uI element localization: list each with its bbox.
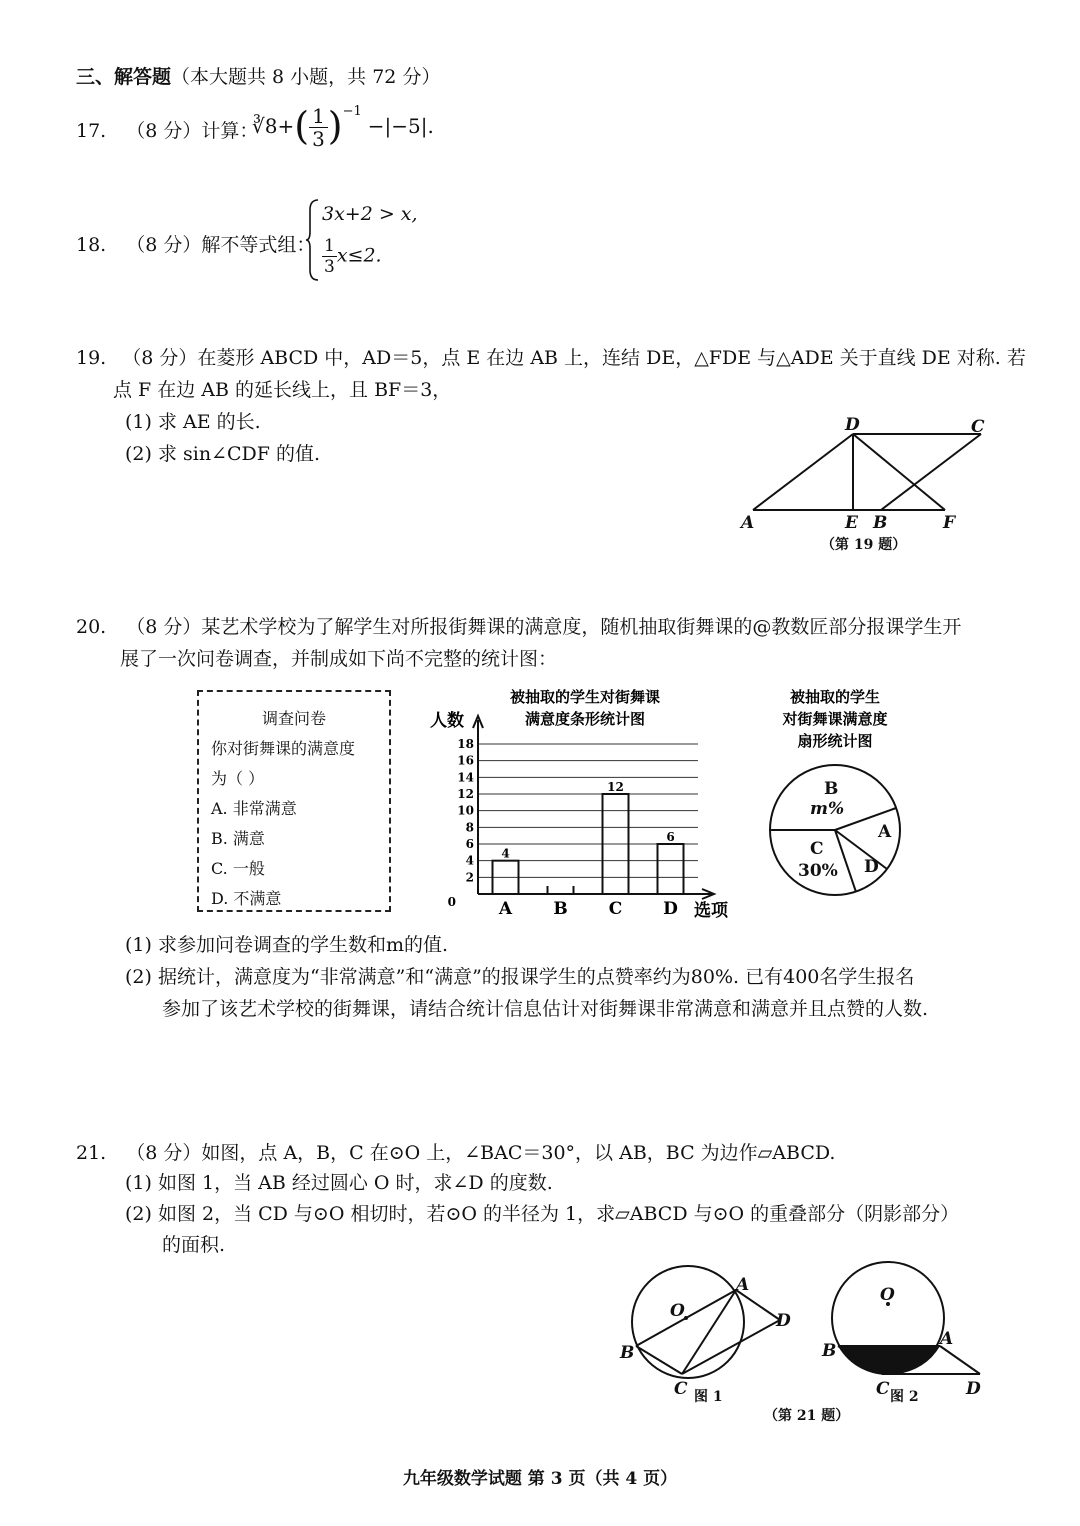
- q18-score: （8 分）: [126, 234, 202, 256]
- bar-ytick-label: 0: [447, 895, 456, 909]
- bar-chart-xlabel: 选项: [694, 901, 728, 921]
- survey-option-c: C. 一般: [211, 859, 265, 878]
- pie-chart-title-2: 对街舞课满意度: [782, 710, 888, 728]
- q17-plus: +: [277, 114, 295, 138]
- q21-shaded-region: [838, 1346, 940, 1375]
- q21-fig1-label-a: A: [736, 1275, 750, 1295]
- q18-inequality-2: [322, 236, 382, 277]
- survey-option-a: A. 非常满意: [211, 799, 297, 818]
- survey-question: 你对街舞课的满意度: [211, 739, 356, 758]
- q19-sub2: (2) 求 sin∠CDF 的值.: [125, 443, 321, 465]
- question-20: [76, 612, 961, 639]
- pie-label-c: C: [810, 839, 824, 859]
- bar-chart-ylabel: 人数: [430, 711, 464, 731]
- question-18: [76, 230, 315, 257]
- q21-fig2-label-c: C: [876, 1379, 890, 1399]
- q20-number: 20.: [76, 616, 107, 638]
- q20-sub1: (1) 求参加问卷调查的学生数和m的值.: [125, 934, 449, 956]
- survey-option-d: D. 不满意: [211, 889, 282, 908]
- q20-sub2a: (2) 据统计，满意度为“非常满意”和“满意”的报课学生的点赞率约为80%. 已有400名学生报名: [125, 966, 915, 988]
- q21-caption: （第 21 题）: [764, 1408, 850, 1424]
- bar-ytick-label: 8: [465, 820, 474, 835]
- pie-chart-title-1: 被抽取的学生: [789, 688, 881, 706]
- bar-ytick-label: 18: [457, 737, 474, 751]
- q17-root: ∛8: [252, 114, 278, 138]
- bar-ytick-label: 14: [457, 770, 474, 785]
- pie-chart: [760, 682, 910, 907]
- q17-frac-den: 3: [312, 127, 325, 151]
- q21-fig2-label-d: D: [966, 1379, 981, 1399]
- q18-brace: [306, 198, 320, 282]
- q19-label-a: A: [741, 513, 755, 533]
- q21-figures: [610, 1260, 1010, 1430]
- bar-data-label: 4: [501, 846, 510, 861]
- section-title: 三、解答题: [76, 66, 172, 88]
- q21-fig1-label-c: C: [674, 1379, 688, 1399]
- question-19: [76, 343, 1026, 370]
- bar-ytick-label: 4: [465, 853, 474, 868]
- q19-label-d: D: [845, 415, 860, 435]
- q21-fig1-label-o: O: [670, 1301, 685, 1321]
- q19-score: （8 分）: [122, 347, 198, 369]
- q21-fig1-caption: 图 1: [694, 1389, 723, 1405]
- section-header: [76, 62, 440, 89]
- q21-figure-2: [821, 1262, 981, 1405]
- q17-score: （8 分）: [126, 120, 202, 142]
- bar-category-label: B: [553, 899, 568, 919]
- pie-divider-dc: [835, 830, 856, 892]
- q17-text: 计算：: [201, 120, 259, 142]
- question-17: [76, 116, 258, 143]
- bar-D: [658, 844, 684, 894]
- q19-number: 19.: [76, 347, 107, 369]
- q20-score: （8 分）: [126, 616, 202, 638]
- bar-category-label: D: [663, 899, 678, 919]
- q20-sub2b: 参加了该艺术学校的街舞课，请结合统计信息估计对街舞课非常满意和满意并且点赞的人数.: [162, 998, 929, 1020]
- q21-fig1-label-d: D: [776, 1311, 791, 1331]
- bar-data-label: 12: [607, 780, 624, 794]
- pie-chart-title-3: 扇形统计图: [797, 732, 873, 750]
- q18-text: 解不等式组：: [201, 234, 316, 256]
- q21-fig1-label-b: B: [620, 1343, 635, 1363]
- q21-sub2a: (2) 如图 2，当 CD 与⊙O 相切时，若⊙O 的半径为 1，求▱ABCD 与⊙O 的重叠部分（阴影部分）: [125, 1203, 960, 1225]
- q18-frac-den: 3: [324, 257, 335, 277]
- bar-ytick-label: 12: [457, 787, 474, 801]
- q21-sub2b: 的面积.: [162, 1234, 226, 1256]
- q21-fig2-label-a: A: [940, 1329, 954, 1349]
- pie-label-a: A: [878, 822, 892, 842]
- q17-frac-num: 1: [309, 105, 328, 128]
- pie-value-c: 30%: [798, 861, 838, 881]
- bar-ytick-label: 16: [457, 753, 474, 768]
- survey-option-b: B. 满意: [211, 829, 265, 848]
- q21-line1: 如图，点 A，B，C 在⊙O 上，∠BAC＝30°，以 AB，BC 为边作▱ABCD.: [201, 1142, 836, 1164]
- bar-ytick-label: 6: [465, 837, 474, 851]
- q21-fig2-label-b: B: [822, 1341, 837, 1361]
- q21-fig2-label-o: O: [880, 1285, 895, 1305]
- q19-line2: 点 F 在边 AB 的延长线上，且 BF＝3，: [113, 379, 452, 401]
- bar-category-label: C: [608, 899, 623, 919]
- pie-value-b: m%: [810, 799, 845, 819]
- q19-caption: （第 19 题）: [821, 537, 907, 553]
- q19-label-b: B: [873, 513, 888, 533]
- q18-ineq2-tail: x≤2.: [336, 244, 382, 267]
- q19-label-f: F: [943, 513, 956, 533]
- q17-expression: ∛8+( $\frac{1}{3}$ )$^{-1}$−|−5|.: [252, 104, 434, 151]
- q17-number: 17.: [76, 120, 107, 142]
- question-21: [76, 1138, 835, 1165]
- bar-category-label: A: [498, 899, 513, 919]
- q19-label-c: C: [971, 417, 985, 437]
- q18-inequality-1: 3x+2 > x,: [322, 203, 418, 225]
- bar-ytick-label: 10: [457, 803, 474, 818]
- bar-chart: [420, 682, 750, 922]
- q21-figure-1: [619, 1266, 791, 1405]
- q18-frac-num: 1: [324, 236, 335, 256]
- q19-sub1: (1) 求 AE 的长.: [125, 411, 261, 433]
- bar-ytick-label: 2: [465, 870, 474, 885]
- q19-figure: [735, 410, 995, 560]
- bar-chart-title-1: 被抽取的学生对街舞课: [509, 688, 661, 706]
- survey-question-2: 为（ ）: [211, 769, 265, 788]
- q20-line1: 某艺术学校为了解学生对所报街舞课的满意度，随机抽取街舞课的@教数匠部分报课学生开: [201, 616, 962, 638]
- q19-label-e: E: [845, 513, 858, 533]
- q17-exponent: −1: [342, 104, 362, 119]
- pie-label-d: D: [864, 857, 879, 877]
- bar-chart-title-2: 满意度条形统计图: [524, 710, 646, 728]
- bar-data-label: 6: [666, 830, 675, 844]
- q21-number: 21.: [76, 1142, 107, 1164]
- q21-score: （8 分）: [126, 1142, 202, 1164]
- page-footer: 九年级数学试题 第 3 页（共 4 页）: [402, 1469, 678, 1489]
- q20-line2: 展了一次问卷调查，并制成如下尚不完整的统计图：: [120, 648, 558, 670]
- pie-label-b: B: [824, 779, 839, 799]
- q21-fig2-caption: 图 2: [890, 1389, 919, 1405]
- q18-number: 18.: [76, 234, 107, 256]
- section-note: （本大题共 8 小题，共 72 分）: [171, 66, 441, 88]
- q21-sub1: (1) 如图 1，当 AB 经过圆心 O 时，求∠D 的度数.: [125, 1172, 553, 1194]
- q19-line1: 在菱形 ABCD 中，AD＝5，点 E 在边 AB 上，连结 DE，△FDE 与△ADE 关于直线 DE 对称. 若: [197, 347, 1026, 369]
- survey-box: [197, 690, 391, 912]
- q17-tail: −|−5|.: [367, 114, 434, 138]
- survey-title: 调查问卷: [261, 709, 326, 728]
